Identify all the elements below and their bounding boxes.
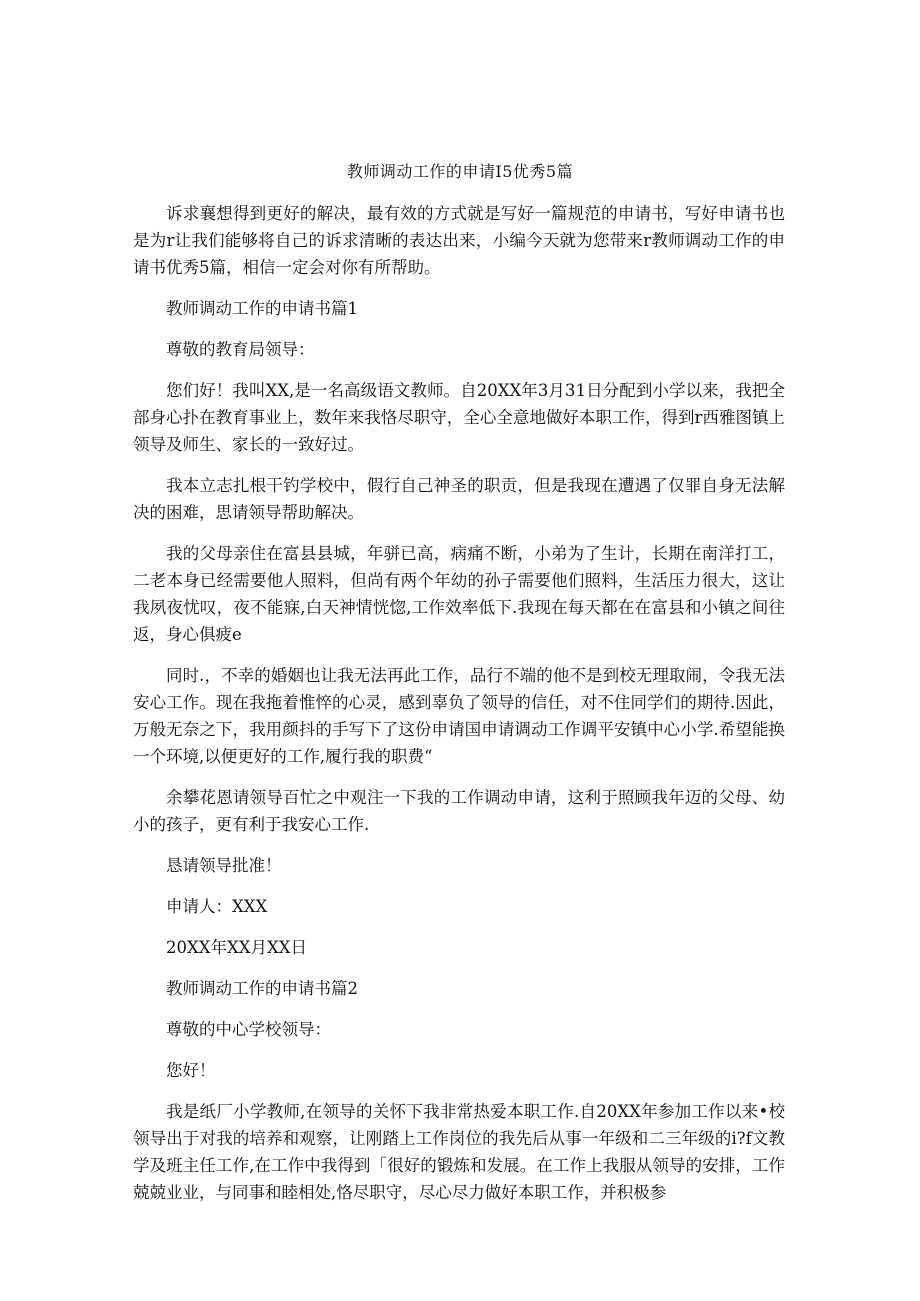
body-paragraph: 余攀花恩请领导百忙之中观注一下我的工作调动申请，这利于照顾我年迈的父母、幼小的孩子，更有利于我安心工作. [133,788,785,834]
intro-paragraph: 诉求襄想得到更好的解决，最有效的方式就是写好一篇规范的申请书，写好申请书也是为r让我们能够将自己的诉求清晰的表达出来，小编今天就为您带来r教师调动工作的申请书优秀5篇，相信一定会对你有所帮助。 [133,204,785,277]
applicant-line: 申请人：XXX [166,897,268,916]
section-heading-2: 教师调动工作的申请书篇2 [166,979,358,998]
body-paragraph: 我本立志扎根干钓学校中，假行自己神圣的职贡，但是我现在遭遇了仅罪自身无法解决的困难，思请领导帮助解决。 [133,476,785,522]
date-line: 20XX年XX月XX日 [166,938,307,957]
greeting-line: 您好！ [166,1061,216,1080]
document-body [133,200,785,1220]
body-paragraph: 同时.，不幸的婚姻也让我无法再此工作，品行不端的他不是到校无理取闹，令我无法安心工作。现在我拖着惟悴的心灵，感到辜负了领导的信任，对不住同学们的期待.因此，万般无奈之下，我用颜抖的手写下了这份申请国申请调动工作调平安镇中心小学.希望能换一个环境,以便更好的工作,履行我的职费“ [133,666,785,766]
closing-line: 恳请领导批准！ [166,856,282,875]
document-title: 教师调动工作的申请I5优秀5篇 [346,162,574,181]
salutation-2: 尊敬的中心学校领导： [166,1020,331,1039]
body-paragraph: 我是纸厂小学教师,在领导的关怀下我非常热爱本职工作.自20XX年参加工作以来•校领导出于对我的培养和观察，让刚踏上工作岗位的我先后从事一年级和二三年级的i?f文教学及班主任工作,在工作中我得到「很好的锻炼和发展。在工作上我服从领导的安排，工作兢兢业业，与同事和睦相处,恪尽职守，尽心尽力做好本职工作，并积极参 [133,1102,785,1202]
body-paragraph: 我的父母亲住在富县县城，年骈已高，病痛不断，小弟为了生计，长期在南洋打工，二老本身已经需要他人照料，但尚有两个年幼的孙子需要他们照料，生活压力很大，这让我夙夜忧叹，夜不能寐,白天神情恍惚,工作效率低下.我现在每天都在在富县和小镇之间往返，身心俱疲e [133,544,785,644]
section-heading-1: 教师调动工作的申请书篇1 [166,299,358,318]
salutation-1: 尊敬的教育局领导： [166,340,315,359]
body-paragraph: 您们好！我叫XX,是一名高级语文教师。自20XX年3月31日分配到小学以来，我把全部身心扑在教育事业上，数年来我恪尽职守，全心全意地做好本职工作，得到r西雅图镇上领导及师生、家长的一致好过。 [133,381,785,454]
